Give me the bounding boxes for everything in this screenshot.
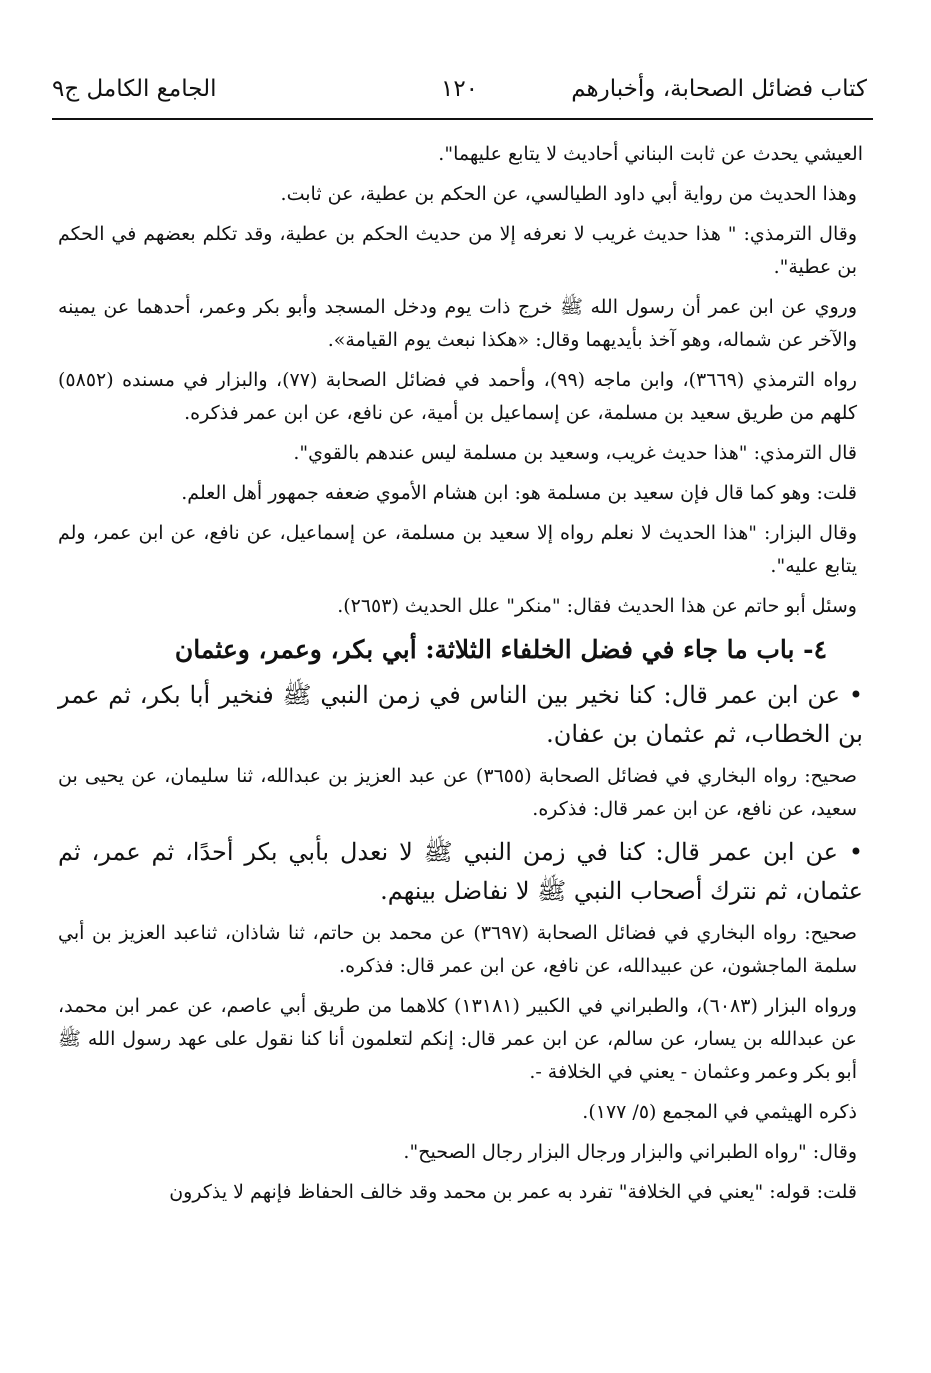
page-body [58, 138, 863, 1216]
text-paragraph: قلت: قوله: "يعني في الخلافة" تفرد به عمر بن محمد وقد خالف الحفاظ فإنهم لا يذكرون [169, 1181, 857, 1203]
text-paragraph: العيشي يحدث عن ثابت البناني أحاديث لا يتابع عليهما". [438, 143, 863, 165]
text-paragraph: صحيح: رواه البخاري في فضائل الصحابة (٣٦٥٥) عن عبد العزيز بن عبدالله، ثنا سليمان، عن يحيى بن سعيد، عن نافع، عن ابن عمر قال: فذكره. [58, 765, 858, 820]
book-title: كتاب فضائل الصحابة، وأخبارهم [571, 76, 867, 102]
text-paragraph: وروي عن ابن عمر أن رسول الله ﷺ خرج ذات يوم ودخل المسجد وأبو بكر وعمر، أحدهما عن يمينه والآخر عن شماله، وهو آخذ بأيديهما وقال: «هكذا نبعث يوم القيامة». [58, 296, 857, 351]
hadith-text: • عن ابن عمر قال: كنا في زمن النبي ﷺ لا نعدل بأبي بكر أحدًا، ثم عمر، ثم عثمان، ثم نترك أصحاب النبي ﷺ لا نفاضل بينهم. [58, 838, 863, 905]
header-divider [52, 118, 873, 120]
page-number: ١٢٠ [440, 76, 479, 102]
text-paragraph: ذكره الهيثمي في المجمع (٥/ ١٧٧). [582, 1101, 857, 1123]
page-header [52, 72, 867, 112]
text-paragraph: وقال البزار: "هذا الحديث لا نعلم رواه إلا سعيد بن مسلمة، عن إسماعيل، عن نافع، عن ابن عمر، ولم يتابع عليه". [58, 522, 857, 577]
hadith-text: • عن ابن عمر قال: كنا نخير بين الناس في زمن النبي ﷺ فنخير أبا بكر، ثم عمر بن الخطاب، ثم عثمان بن عفان. [58, 681, 863, 748]
text-paragraph: وسئل أبو حاتم عن هذا الحديث فقال: "منكر" علل الحديث (٢٦٥٣). [337, 595, 857, 617]
text-paragraph: ورواه البزار (٦٠٨٣)، والطبراني في الكبير (١٣١٨١) كلاهما من طريق أبي عاصم، عن عمر ابن محمد، عن عبدالله بن يسار، عن سالم، عن ابن عمر قال: إنكم لتعلمون أنا كنا نقول على عهد رسول الله ﷺ أبو بكر وعمر وعثمان - يعني في الخلافة -. [58, 995, 857, 1083]
chapter-heading: ٤- باب ما جاء في فضل الخلفاء الثلاثة: أبي بكر، وعمر، وعثمان [174, 635, 827, 664]
text-paragraph: وهذا الحديث من رواية أبي داود الطيالسي، عن الحكم بن عطية، عن ثابت. [280, 183, 857, 205]
text-paragraph: صحيح: رواه البخاري في فضائل الصحابة (٣٦٩٧) عن محمد بن حاتم، ثنا شاذان، ثناعبد العزيز بن أبي سلمة الماجشون، عن عبيدالله، عن نافع، عن ابن عمر قال: فذكره. [58, 922, 858, 977]
text-paragraph: قال الترمذي: "هذا حديث غريب، وسعيد بن مسلمة ليس عندهم بالقوي". [293, 442, 857, 464]
text-paragraph: وقال: "رواه الطبراني والبزار ورجال البزار رجال الصحيح". [403, 1141, 857, 1163]
volume-label: الجامع الكامل ج٩ [52, 76, 217, 102]
text-paragraph: رواه الترمذي (٣٦٦٩)، وابن ماجه (٩٩)، وأحمد في فضائل الصحابة (٧٧)، والبزار في مسنده (٥٨٥٢) كلهم من طريق سعيد بن مسلمة، عن إسماعيل بن أمية، عن نافع، عن ابن عمر فذكره. [58, 369, 857, 424]
text-paragraph: وقال الترمذي: " هذا حديث غريب لا نعرفه إلا من حديث الحكم بن عطية، وقد تكلم بعضهم في الحكم بن عطية". [58, 223, 857, 278]
text-paragraph: قلت: وهو كما قال فإن سعيد بن مسلمة هو: ابن هشام الأموي ضعفه جمهور أهل العلم. [181, 482, 857, 504]
